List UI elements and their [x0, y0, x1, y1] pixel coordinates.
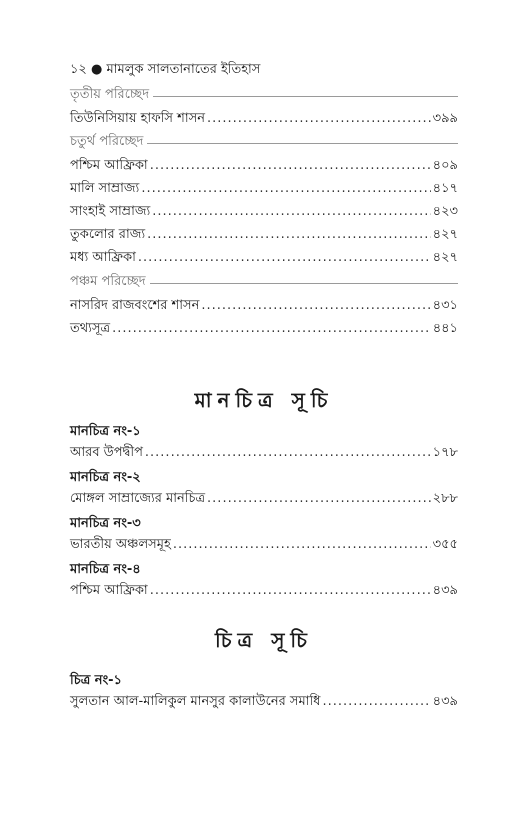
toc-entry-page: ৪২৭: [432, 227, 458, 242]
dot-leader: [150, 583, 431, 598]
pictures-index-title: চিত্র সূচি: [215, 628, 313, 652]
chapter-heading: [70, 133, 458, 151]
picture-entry-page: ৪৩৯: [432, 694, 458, 709]
dot-leader: [201, 298, 430, 313]
map-entry-title: পশ্চিম আফ্রিকা: [70, 583, 148, 598]
map-entry: [70, 489, 458, 509]
toc-entry: [70, 296, 458, 316]
toc-entry-page: ৪১৭: [432, 181, 458, 196]
toc-entry-title: সাংহাই সাম্রাজ্য: [70, 204, 151, 219]
map-entry-page: ৪৩৯: [432, 583, 458, 598]
dot-leader: [207, 111, 431, 126]
toc-entry-title: তথ্যসূত্র: [70, 321, 111, 336]
picture-heading: চিত্র নং-১: [70, 673, 122, 688]
dot-leader: [138, 250, 431, 265]
toc-entry: [70, 109, 458, 129]
chapter-heading-label: চতুর্থ পরিচ্ছেদ: [70, 133, 144, 149]
toc-entry-page: ৪২৭: [432, 250, 458, 265]
picture-entry: [70, 692, 458, 712]
map-heading: মানচিত্র নং-৩: [70, 516, 141, 531]
toc-entry: [70, 319, 458, 339]
dot-leader: [150, 158, 431, 173]
picture-entry-title: সুলতান আল-মালিকুল মানসুর কালাউনের সমাধি: [70, 694, 321, 709]
toc-entry-title: মধ্য আফ্রিকা: [70, 250, 136, 265]
map-entry-page: ২৮৮: [432, 491, 458, 506]
map-entry: [70, 581, 458, 601]
maps-index-title: মানচিত্র সূচি: [194, 388, 334, 412]
toc-entry: [70, 248, 458, 268]
toc-entry-title: তুকলোর রাজ্য: [70, 227, 146, 242]
dot-leader: [112, 321, 431, 336]
chapter-heading: [70, 86, 458, 104]
map-entry-page: ১৭৮: [432, 445, 458, 460]
toc-entry-page: ৪২৩: [432, 204, 458, 219]
toc-entry: [70, 202, 458, 222]
dot-leader: [145, 445, 431, 460]
map-heading: মানচিত্র নং-৪: [70, 562, 141, 577]
chapter-heading-rule: [153, 96, 458, 97]
toc-entry-title: পশ্চিম আফ্রিকা: [70, 158, 148, 173]
toc-entry: [70, 156, 458, 176]
toc-entry-page: ৩৯৯: [432, 111, 458, 126]
toc-entry-page: ৪৩১: [432, 298, 458, 313]
dot-leader: [147, 227, 431, 242]
map-entry: [70, 535, 458, 555]
map-entry-title: ভারতীয় অঞ্চলসমূহ: [70, 537, 171, 552]
running-head: ১২ ● মামলুক সালতানাতের ইতিহাস: [70, 62, 261, 77]
dot-leader: [141, 181, 430, 196]
map-entry: [70, 443, 458, 463]
chapter-heading-rule: [150, 283, 458, 284]
toc-entry: [70, 179, 458, 199]
dot-leader: [152, 204, 430, 219]
toc-entry-page: ৪৪১: [432, 321, 458, 336]
map-entry-title: আরব উপদ্বীপ: [70, 445, 143, 460]
chapter-heading: [70, 273, 458, 291]
dot-leader: [207, 491, 431, 506]
dot-leader: [173, 537, 431, 552]
map-entry-title: মোঙ্গল সাম্রাজ্যের মানচিত্র: [70, 491, 206, 506]
toc-entry-title: নাসরিদ রাজবংশের শাসন: [70, 298, 200, 313]
dot-leader: [322, 694, 430, 709]
toc-entry-title: মালি সাম্রাজ্য: [70, 181, 140, 196]
chapter-heading-label: তৃতীয় পরিচ্ছেদ: [70, 86, 150, 102]
chapter-heading-label: পঞ্চম পরিচ্ছেদ: [70, 273, 146, 289]
chapter-heading-rule: [147, 143, 458, 144]
toc-entry: [70, 225, 458, 245]
map-heading: মানচিত্র নং-২: [70, 470, 141, 485]
toc-entry-title: তিউনিসিয়ায় হাফসি শাসন: [70, 111, 205, 126]
map-heading: মানচিত্র নং-১: [70, 424, 141, 439]
toc-entry-page: ৪০৯: [432, 158, 458, 173]
map-entry-page: ৩৫৫: [432, 537, 458, 552]
